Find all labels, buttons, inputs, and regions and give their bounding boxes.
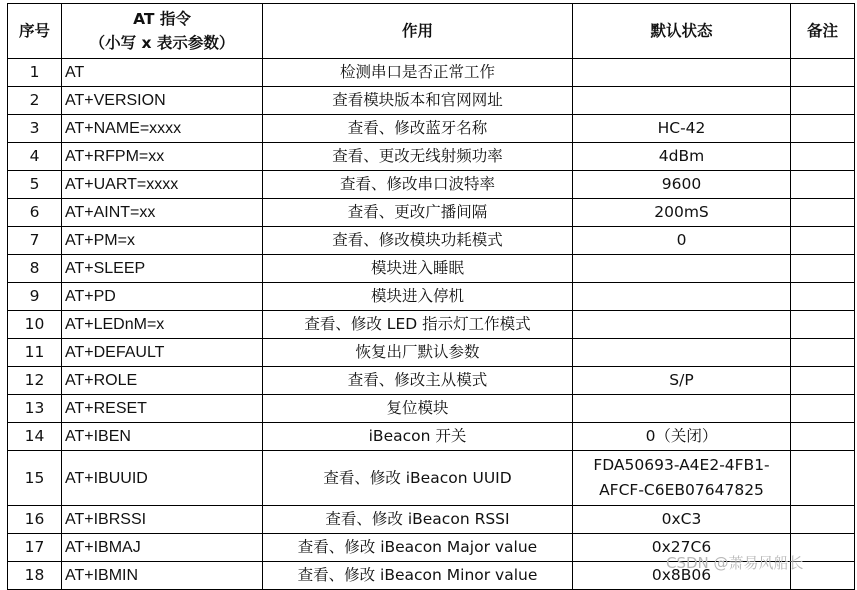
cell-command: AT+RESET	[62, 395, 263, 423]
cell-default: 0x8B06	[573, 562, 791, 590]
cell-function: 模块进入停机	[263, 283, 573, 311]
cell-note	[791, 87, 855, 115]
cell-function: 检测串口是否正常工作	[263, 59, 573, 87]
cell-command: AT+IBRSSI	[62, 506, 263, 534]
cell-note	[791, 311, 855, 339]
cell-command: AT+DEFAULT	[62, 339, 263, 367]
cell-default: 0	[573, 227, 791, 255]
header-command-line2: （小写 x 表示参数）	[89, 34, 235, 52]
cell-note	[791, 59, 855, 87]
cell-function: 恢复出厂默认参数	[263, 339, 573, 367]
table-row	[8, 339, 855, 367]
cell-default: 9600	[573, 171, 791, 199]
cell-index: 3	[8, 115, 62, 143]
cell-index: 11	[8, 339, 62, 367]
cell-note	[791, 367, 855, 395]
cell-command: AT+PM=x	[62, 227, 263, 255]
cell-default	[573, 59, 791, 87]
table-row	[8, 143, 855, 171]
cell-command: AT+NAME=xxxx	[62, 115, 263, 143]
table-row	[8, 255, 855, 283]
cell-function: 查看、修改 iBeacon Minor value	[263, 562, 573, 590]
cell-default	[573, 311, 791, 339]
cell-default	[573, 87, 791, 115]
cell-default	[573, 255, 791, 283]
cell-default-line2: AFCF-C6EB07647825	[599, 481, 764, 499]
cell-note	[791, 115, 855, 143]
cell-note	[791, 506, 855, 534]
cell-index: 14	[8, 423, 62, 451]
watermark-text: CSDN @萧易风船长	[666, 554, 804, 572]
cell-default	[573, 339, 791, 367]
cell-index: 18	[8, 562, 62, 590]
cell-function: 模块进入睡眠	[263, 255, 573, 283]
cell-index: 17	[8, 534, 62, 562]
cell-note	[791, 395, 855, 423]
header-command	[62, 4, 263, 59]
cell-function: 查看、修改串口波特率	[263, 171, 573, 199]
cell-index: 9	[8, 283, 62, 311]
cell-index: 12	[8, 367, 62, 395]
header-note: 备注	[791, 4, 855, 59]
table-row	[8, 395, 855, 423]
cell-command: AT+VERSION	[62, 87, 263, 115]
table-row	[8, 171, 855, 199]
cell-default: 0xC3	[573, 506, 791, 534]
cell-function: 查看、修改 iBeacon Major value	[263, 534, 573, 562]
table-row	[8, 283, 855, 311]
cell-command: AT+IBEN	[62, 423, 263, 451]
cell-command: AT+IBUUID	[62, 451, 263, 506]
cell-command: AT+UART=xxxx	[62, 171, 263, 199]
cell-default: 0x27C6	[573, 534, 791, 562]
cell-index: 6	[8, 199, 62, 227]
cell-default-line1: FDA50693-A4E2-4FB1-	[593, 456, 770, 474]
table-row	[8, 311, 855, 339]
header-default: 默认状态	[573, 4, 791, 59]
cell-default: 200mS	[573, 199, 791, 227]
cell-function: 查看、更改无线射频功率	[263, 143, 573, 171]
cell-note	[791, 283, 855, 311]
at-command-table	[7, 3, 855, 590]
cell-function: 复位模块	[263, 395, 573, 423]
header-row	[8, 4, 855, 59]
table-row	[8, 87, 855, 115]
cell-default	[573, 395, 791, 423]
cell-index: 2	[8, 87, 62, 115]
table-row	[8, 59, 855, 87]
cell-default: 4dBm	[573, 143, 791, 171]
cell-index: 7	[8, 227, 62, 255]
header-function: 作用	[263, 4, 573, 59]
cell-command: AT+IBMAJ	[62, 534, 263, 562]
cell-command: AT+AINT=xx	[62, 199, 263, 227]
cell-note	[791, 255, 855, 283]
cell-note	[791, 423, 855, 451]
cell-command: AT+ROLE	[62, 367, 263, 395]
cell-index: 1	[8, 59, 62, 87]
cell-note	[791, 451, 855, 506]
cell-index: 4	[8, 143, 62, 171]
cell-index: 5	[8, 171, 62, 199]
table-row	[8, 115, 855, 143]
cell-command: AT+SLEEP	[62, 255, 263, 283]
cell-command: AT+PD	[62, 283, 263, 311]
cell-command: AT+IBMIN	[62, 562, 263, 590]
cell-note	[791, 143, 855, 171]
cell-index: 10	[8, 311, 62, 339]
cell-command: AT+RFPM=xx	[62, 143, 263, 171]
cell-default: S/P	[573, 367, 791, 395]
table-row	[8, 227, 855, 255]
table-row	[8, 199, 855, 227]
table-row	[8, 423, 855, 451]
cell-command: AT+LEDnM=x	[62, 311, 263, 339]
cell-default: HC-42	[573, 115, 791, 143]
cell-function: 查看模块版本和官网网址	[263, 87, 573, 115]
table-row	[8, 506, 855, 534]
cell-index: 13	[8, 395, 62, 423]
cell-function: 查看、修改蓝牙名称	[263, 115, 573, 143]
header-command-line1: AT 指令	[133, 10, 191, 28]
table-row	[8, 367, 855, 395]
cell-note	[791, 199, 855, 227]
cell-function: 查看、更改广播间隔	[263, 199, 573, 227]
cell-index: 8	[8, 255, 62, 283]
cell-default: 0（关闭）	[573, 423, 791, 451]
header-index: 序号	[8, 4, 62, 59]
cell-index: 15	[8, 451, 62, 506]
table-row	[8, 451, 855, 506]
cell-note	[791, 339, 855, 367]
cell-function: 查看、修改 LED 指示灯工作模式	[263, 311, 573, 339]
cell-index: 16	[8, 506, 62, 534]
cell-command: AT	[62, 59, 263, 87]
cell-note	[791, 227, 855, 255]
cell-function: 查看、修改模块功耗模式	[263, 227, 573, 255]
cell-default	[573, 283, 791, 311]
cell-function: iBeacon 开关	[263, 423, 573, 451]
cell-function: 查看、修改 iBeacon UUID	[263, 451, 573, 506]
cell-note	[791, 171, 855, 199]
cell-default	[573, 451, 791, 506]
cell-function: 查看、修改 iBeacon RSSI	[263, 506, 573, 534]
cell-function: 查看、修改主从模式	[263, 367, 573, 395]
